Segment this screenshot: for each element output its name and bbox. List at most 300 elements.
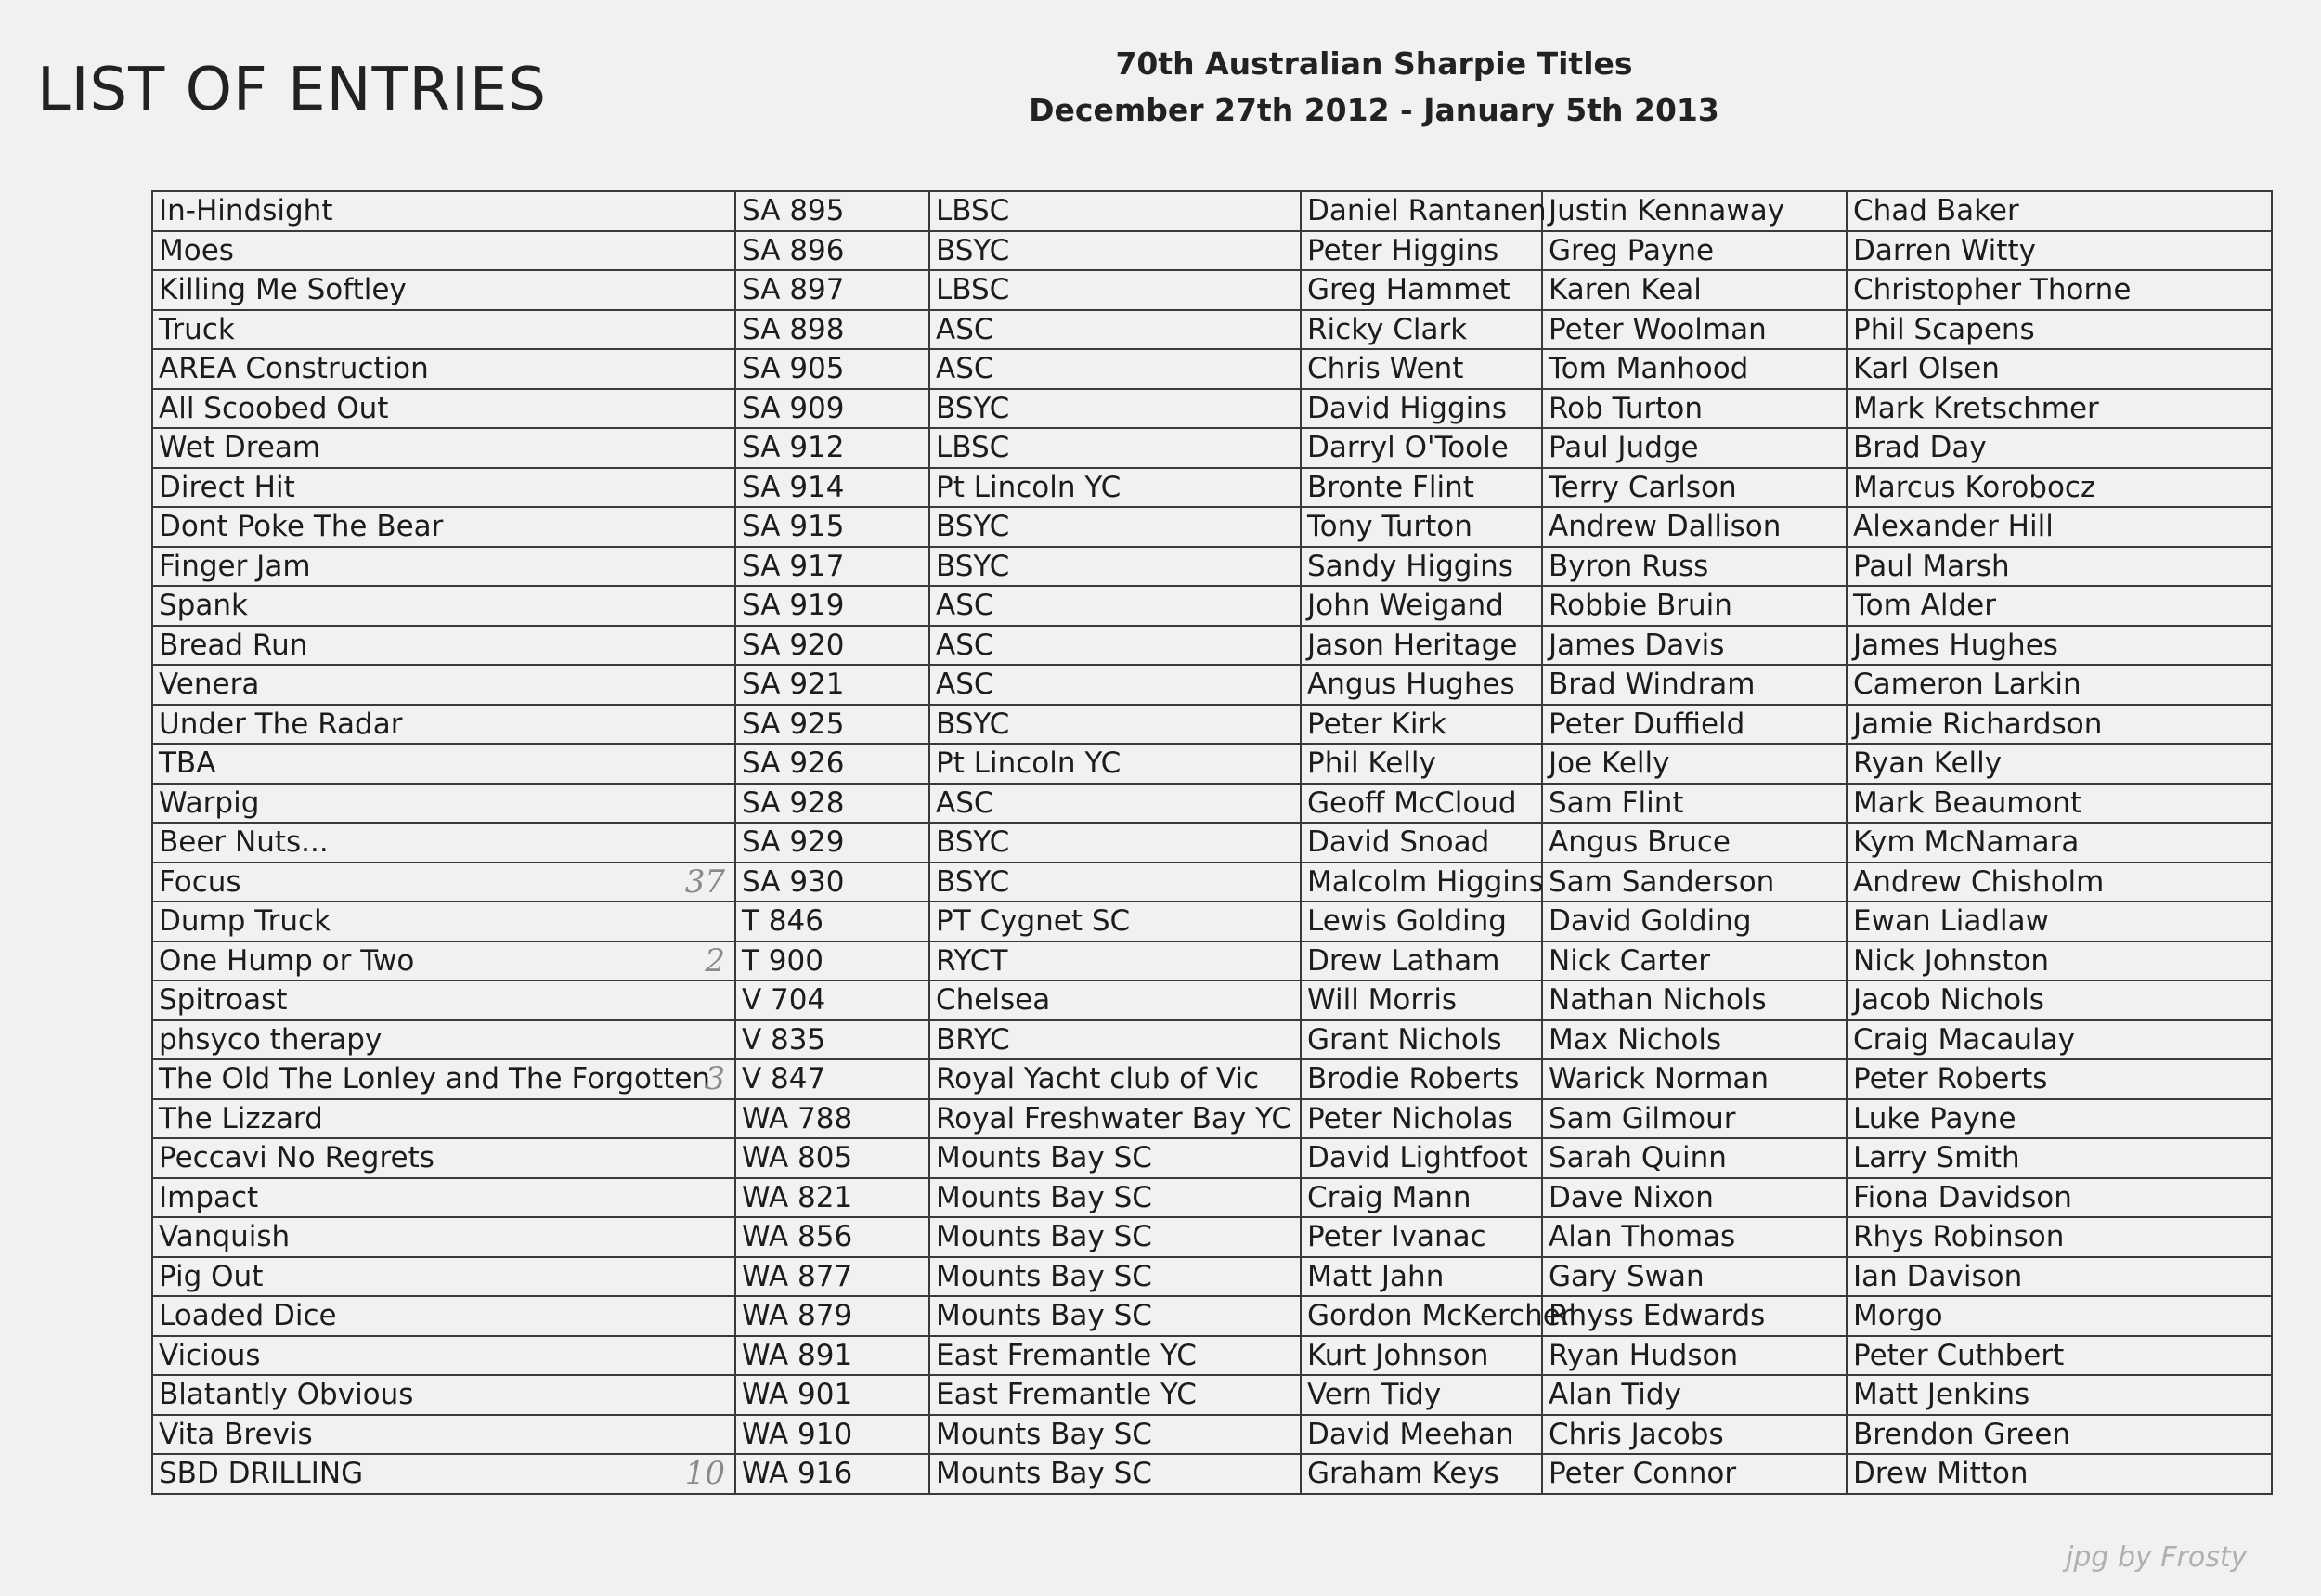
- club-cell: [929, 270, 1301, 310]
- club-cell: [929, 902, 1301, 941]
- sail-number-cell: [735, 665, 929, 705]
- sail-number-cell-text: SA 925: [742, 707, 845, 741]
- boat-name-cell-text: Blatantly Obvious: [159, 1378, 414, 1412]
- helm-cell-text: Geoff McCloud: [1307, 785, 1517, 820]
- sail-number-cell-text: WA 788: [742, 1101, 853, 1135]
- crew-2-cell: [1847, 1217, 2272, 1257]
- photo-credit-watermark: jpg by Frosty: [2066, 1541, 2248, 1574]
- boat-name-cell-text: Spitroast: [159, 983, 288, 1018]
- crew-1-cell-text: Peter Duffield: [1549, 707, 1745, 741]
- club-cell: [929, 665, 1301, 705]
- club-cell-text: ASC: [936, 312, 994, 346]
- club-cell-text: ASC: [936, 352, 994, 386]
- boat-name-cell-text: Bread Run: [159, 628, 308, 662]
- crew-2-cell-text: Mark Kretschmer: [1853, 391, 2099, 425]
- club-cell-text: BSYC: [936, 707, 1010, 741]
- table-row: [152, 586, 2272, 626]
- table-row: [152, 863, 2272, 902]
- crew-2-cell: [1847, 468, 2272, 508]
- handwritten-note: 10: [684, 1455, 725, 1492]
- club-cell: [929, 547, 1301, 587]
- sail-number-cell-text: WA 821: [742, 1180, 853, 1214]
- sail-number-cell: [735, 1336, 929, 1376]
- boat-name-cell: [152, 428, 735, 468]
- crew-2-cell: [1847, 665, 2272, 705]
- helm-cell-text: Phil Kelly: [1307, 746, 1436, 781]
- sail-number-cell: [735, 705, 929, 745]
- crew-1-cell-text: Alan Thomas: [1549, 1220, 1736, 1254]
- boat-name-cell-text: Vita Brevis: [159, 1417, 313, 1451]
- table-row: [152, 389, 2272, 429]
- boat-name-cell-text: phsyco therapy: [159, 1022, 383, 1057]
- boat-name-cell: [152, 705, 735, 745]
- boat-name-cell: [152, 191, 735, 231]
- table-row: [152, 349, 2272, 389]
- table-row: [152, 744, 2272, 784]
- boat-name-cell-text: Direct Hit: [159, 470, 295, 504]
- crew-2-cell-text: Luke Payne: [1853, 1101, 2016, 1135]
- entries-table: [151, 190, 2273, 1495]
- boat-name-cell: [152, 1454, 735, 1494]
- sail-number-cell-text: SA 919: [742, 589, 845, 623]
- sail-number-cell: [735, 349, 929, 389]
- crew-2-cell: [1847, 1415, 2272, 1455]
- boat-name-cell: [152, 863, 735, 902]
- helm-cell-text: Angus Hughes: [1307, 668, 1515, 702]
- helm-cell-text: Sandy Higgins: [1307, 549, 1513, 583]
- table-row: [152, 1336, 2272, 1376]
- helm-cell: [1301, 1178, 1542, 1218]
- event-title: 70th Australian Sharpie Titles: [1115, 45, 1633, 82]
- helm-cell-text: Graham Keys: [1307, 1457, 1499, 1491]
- club-cell-text: LBSC: [936, 194, 1010, 228]
- helm-cell: [1301, 349, 1542, 389]
- sail-number-cell-text: WA 891: [742, 1338, 853, 1372]
- crew-2-cell: [1847, 1059, 2272, 1099]
- sail-number-cell-text: SA 929: [742, 825, 845, 860]
- table-row: [152, 1375, 2272, 1415]
- crew-1-cell-text: Brad Windram: [1549, 668, 1756, 702]
- table-row: [152, 507, 2272, 547]
- crew-2-cell-text: Craig Macaulay: [1853, 1022, 2075, 1057]
- crew-1-cell: [1542, 270, 1847, 310]
- sail-number-cell: [735, 863, 929, 902]
- crew-2-cell-text: Larry Smith: [1853, 1141, 2020, 1175]
- boat-name-cell-text: Wet Dream: [159, 431, 321, 465]
- helm-cell-text: Chris Went: [1307, 352, 1464, 386]
- crew-1-cell-text: Greg Payne: [1549, 233, 1715, 267]
- crew-1-cell: [1542, 1336, 1847, 1376]
- sail-number-cell-text: SA 921: [742, 668, 845, 702]
- crew-2-cell-text: Brad Day: [1853, 431, 1987, 465]
- crew-2-cell: [1847, 428, 2272, 468]
- boat-name-cell: [152, 1138, 735, 1178]
- helm-cell: [1301, 389, 1542, 429]
- helm-cell: [1301, 784, 1542, 824]
- boat-name-cell-text: Impact: [159, 1180, 259, 1214]
- boat-name-cell-text: Dump Truck: [159, 904, 331, 939]
- club-cell: [929, 1178, 1301, 1218]
- table-row: [152, 665, 2272, 705]
- boat-name-cell: [152, 1375, 735, 1415]
- crew-1-cell-text: Alan Tidy: [1549, 1378, 1681, 1412]
- sail-number-cell-text: WA 856: [742, 1220, 853, 1254]
- crew-1-cell: [1542, 784, 1847, 824]
- helm-cell-text: Gordon McKercher: [1307, 1299, 1573, 1333]
- crew-1-cell: [1542, 389, 1847, 429]
- club-cell: [929, 1415, 1301, 1455]
- crew-1-cell: [1542, 1059, 1847, 1099]
- crew-1-cell: [1542, 428, 1847, 468]
- helm-cell-text: Jason Heritage: [1307, 628, 1518, 662]
- boat-name-cell: [152, 1296, 735, 1336]
- crew-2-cell-text: Cameron Larkin: [1853, 668, 2081, 702]
- helm-cell-text: Peter Ivanac: [1307, 1220, 1486, 1254]
- crew-1-cell: [1542, 1099, 1847, 1139]
- helm-cell: [1301, 744, 1542, 784]
- club-cell: [929, 1257, 1301, 1297]
- boat-name-cell-text: Peccavi No Regrets: [159, 1141, 434, 1175]
- helm-cell: [1301, 1217, 1542, 1257]
- club-cell: [929, 823, 1301, 863]
- boat-name-cell: [152, 1336, 735, 1376]
- boat-name-cell: [152, 902, 735, 941]
- crew-2-cell: [1847, 863, 2272, 902]
- boat-name-cell: [152, 980, 735, 1020]
- table-row: [152, 1059, 2272, 1099]
- club-cell: [929, 428, 1301, 468]
- boat-name-cell: [152, 310, 735, 350]
- helm-cell-text: Matt Jahn: [1307, 1259, 1445, 1293]
- helm-cell-text: Daniel Rantanen: [1307, 194, 1547, 228]
- boat-name-cell: [152, 1217, 735, 1257]
- helm-cell-text: Peter Kirk: [1307, 707, 1447, 741]
- event-dates: December 27th 2012 - January 5th 2013: [1029, 92, 1719, 128]
- sail-number-cell-text: WA 901: [742, 1378, 853, 1412]
- sail-number-cell-text: SA 909: [742, 391, 845, 425]
- boat-name-cell-text: SBD DRILLING: [159, 1457, 364, 1491]
- boat-name-cell-text: Pig Out: [159, 1259, 264, 1293]
- crew-2-cell-text: Peter Roberts: [1853, 1062, 2048, 1096]
- club-cell: [929, 980, 1301, 1020]
- crew-2-cell: [1847, 547, 2272, 587]
- crew-1-cell-text: Tom Manhood: [1549, 352, 1749, 386]
- sail-number-cell: [735, 1178, 929, 1218]
- crew-1-cell-text: Gary Swan: [1549, 1259, 1705, 1293]
- sail-number-cell: [735, 941, 929, 981]
- boat-name-cell: [152, 1257, 735, 1297]
- helm-cell-text: Grant Nichols: [1307, 1022, 1502, 1057]
- sail-number-cell-text: SA 930: [742, 864, 845, 899]
- crew-1-cell: [1542, 980, 1847, 1020]
- table-row: [152, 1257, 2272, 1297]
- club-cell: [929, 941, 1301, 981]
- sail-number-cell: [735, 270, 929, 310]
- sail-number-cell: [735, 626, 929, 666]
- club-cell: [929, 1217, 1301, 1257]
- crew-2-cell: [1847, 1099, 2272, 1139]
- boat-name-cell: [152, 270, 735, 310]
- crew-2-cell-text: Andrew Chisholm: [1853, 864, 2105, 899]
- helm-cell: [1301, 1454, 1542, 1494]
- crew-1-cell-text: Rhyss Edwards: [1549, 1299, 1766, 1333]
- sail-number-cell: [735, 1138, 929, 1178]
- club-cell: [929, 1059, 1301, 1099]
- club-cell-text: Mounts Bay SC: [936, 1299, 1152, 1333]
- helm-cell: [1301, 1099, 1542, 1139]
- crew-1-cell: [1542, 586, 1847, 626]
- club-cell-text: Mounts Bay SC: [936, 1457, 1152, 1491]
- crew-1-cell-text: Sam Sanderson: [1549, 864, 1775, 899]
- crew-2-cell: [1847, 1454, 2272, 1494]
- handwritten-note: 37: [684, 863, 725, 901]
- crew-1-cell-text: Nathan Nichols: [1549, 983, 1767, 1018]
- club-cell: [929, 1296, 1301, 1336]
- boat-name-cell-text: All Scoobed Out: [159, 391, 389, 425]
- table-row: [152, 1217, 2272, 1257]
- boat-name-cell-text: Focus: [159, 864, 241, 899]
- club-cell-text: Chelsea: [936, 983, 1051, 1018]
- table-row: [152, 626, 2272, 666]
- sail-number-cell-text: T 900: [742, 943, 823, 978]
- table-row: [152, 1296, 2272, 1336]
- boat-name-cell-text: Killing Me Softley: [159, 273, 407, 307]
- club-cell-text: Pt Lincoln YC: [936, 746, 1122, 781]
- boat-name-cell-text: Warpig: [159, 785, 260, 820]
- sail-number-cell-text: SA 898: [742, 312, 845, 346]
- table-row: [152, 547, 2272, 587]
- sail-number-cell-text: SA 920: [742, 628, 845, 662]
- helm-cell-text: Craig Mann: [1307, 1180, 1472, 1214]
- crew-1-cell: [1542, 1217, 1847, 1257]
- helm-cell-text: Darryl O'Toole: [1307, 431, 1509, 465]
- boat-name-cell: [152, 231, 735, 271]
- helm-cell: [1301, 310, 1542, 350]
- crew-2-cell: [1847, 1178, 2272, 1218]
- helm-cell: [1301, 507, 1542, 547]
- sail-number-cell-text: WA 877: [742, 1259, 853, 1293]
- crew-1-cell: [1542, 507, 1847, 547]
- sail-number-cell: [735, 744, 929, 784]
- crew-1-cell-text: Max Nichols: [1549, 1022, 1722, 1057]
- crew-2-cell: [1847, 941, 2272, 981]
- crew-2-cell-text: Rhys Robinson: [1853, 1220, 2065, 1254]
- crew-1-cell-text: David Golding: [1549, 904, 1752, 939]
- club-cell-text: ASC: [936, 785, 994, 820]
- crew-1-cell-text: Peter Woolman: [1549, 312, 1767, 346]
- crew-1-cell-text: Byron Russ: [1549, 549, 1709, 583]
- helm-cell: [1301, 191, 1547, 231]
- club-cell-text: Royal Freshwater Bay YC: [936, 1101, 1291, 1135]
- crew-1-cell-text: Nick Carter: [1549, 943, 1711, 978]
- helm-cell: [1301, 1059, 1542, 1099]
- boat-name-cell-text: Dont Poke The Bear: [159, 510, 444, 544]
- table-row: [152, 1178, 2272, 1218]
- crew-1-cell-text: Rob Turton: [1549, 391, 1704, 425]
- helm-cell: [1301, 1296, 1573, 1336]
- crew-1-cell-text: Paul Judge: [1549, 431, 1699, 465]
- table-row: [152, 270, 2272, 310]
- sail-number-cell-text: V 847: [742, 1062, 826, 1096]
- helm-cell: [1301, 270, 1542, 310]
- club-cell-text: BSYC: [936, 391, 1010, 425]
- helm-cell-text: Greg Hammet: [1307, 273, 1511, 307]
- crew-1-cell-text: Terry Carlson: [1549, 470, 1737, 504]
- crew-2-cell: [1847, 586, 2272, 626]
- sail-number-cell: [735, 468, 929, 508]
- boat-name-cell-text: Finger Jam: [159, 549, 311, 583]
- crew-1-cell-text: Ryan Hudson: [1549, 1338, 1739, 1372]
- boat-name-cell-text: One Hump or Two: [159, 943, 415, 978]
- club-cell-text: Mounts Bay SC: [936, 1141, 1152, 1175]
- crew-1-cell-text: Angus Bruce: [1549, 825, 1731, 860]
- entries-body: [152, 191, 2272, 1494]
- sail-number-cell: [735, 231, 929, 271]
- boat-name-cell: [152, 507, 735, 547]
- crew-2-cell-text: Fiona Davidson: [1853, 1180, 2072, 1214]
- helm-cell: [1301, 941, 1542, 981]
- sail-number-cell: [735, 1059, 929, 1099]
- club-cell: [929, 1020, 1301, 1060]
- boat-name-cell: [152, 626, 735, 666]
- crew-1-cell-text: Robbie Bruin: [1549, 589, 1732, 623]
- crew-2-cell: [1847, 507, 2272, 547]
- boat-name-cell-text: Loaded Dice: [159, 1299, 337, 1333]
- club-cell-text: East Fremantle YC: [936, 1338, 1197, 1372]
- club-cell: [929, 468, 1301, 508]
- sail-number-cell-text: WA 910: [742, 1417, 853, 1451]
- sail-number-cell-text: WA 916: [742, 1457, 853, 1491]
- crew-2-cell: [1847, 784, 2272, 824]
- sail-number-cell-text: V 835: [742, 1022, 826, 1057]
- boat-name-cell: [152, 1059, 735, 1099]
- crew-2-cell-text: Darren Witty: [1853, 233, 2036, 267]
- crew-2-cell-text: Ian Davison: [1853, 1259, 2023, 1293]
- table-row: [152, 784, 2272, 824]
- boat-name-cell: [152, 1099, 735, 1139]
- helm-cell: [1301, 823, 1542, 863]
- club-cell-text: BSYC: [936, 825, 1010, 860]
- helm-cell: [1301, 1336, 1542, 1376]
- helm-cell-text: Ricky Clark: [1307, 312, 1468, 346]
- crew-1-cell: [1542, 744, 1847, 784]
- crew-2-cell: [1847, 1336, 2272, 1376]
- boat-name-cell-text: Moes: [159, 233, 234, 267]
- crew-2-cell-text: Christopher Thorne: [1853, 273, 2132, 307]
- club-cell-text: ASC: [936, 628, 994, 662]
- crew-2-cell: [1847, 980, 2272, 1020]
- sail-number-cell-text: SA 896: [742, 233, 845, 267]
- helm-cell-text: Malcolm Higgins: [1307, 864, 1544, 899]
- sail-number-cell: [735, 1217, 929, 1257]
- boat-name-cell-text: AREA Construction: [159, 352, 429, 386]
- sail-number-cell-text: WA 805: [742, 1141, 853, 1175]
- helm-cell: [1301, 1257, 1542, 1297]
- crew-1-cell-text: Joe Kelly: [1549, 746, 1670, 781]
- event-header: [817, 41, 1931, 134]
- sail-number-cell: [735, 1415, 929, 1455]
- boat-name-cell-text: Vanquish: [159, 1220, 291, 1254]
- sail-number-cell: [735, 428, 929, 468]
- helm-cell: [1301, 626, 1542, 666]
- boat-name-cell: [152, 1020, 735, 1060]
- crew-2-cell-text: Mark Beaumont: [1853, 785, 2082, 820]
- crew-2-cell: [1847, 705, 2272, 745]
- helm-cell-text: Brodie Roberts: [1307, 1062, 1520, 1096]
- crew-1-cell: [1542, 231, 1847, 271]
- club-cell: [929, 705, 1301, 745]
- crew-1-cell-text: Chris Jacobs: [1549, 1417, 1724, 1451]
- crew-2-cell: [1847, 1020, 2272, 1060]
- table-row: [152, 902, 2272, 941]
- page-title: LIST OF ENTRIES: [37, 56, 547, 124]
- crew-1-cell: [1542, 665, 1847, 705]
- sail-number-cell: [735, 1296, 929, 1336]
- sail-number-cell-text: WA 879: [742, 1299, 853, 1333]
- helm-cell: [1301, 231, 1542, 271]
- table-row: [152, 1099, 2272, 1139]
- club-cell: [929, 784, 1301, 824]
- club-cell: [929, 349, 1301, 389]
- crew-2-cell-text: Karl Olsen: [1853, 352, 2000, 386]
- club-cell: [929, 744, 1301, 784]
- sail-number-cell: [735, 1375, 929, 1415]
- crew-1-cell: [1542, 863, 1847, 902]
- boat-name-cell-text: The Lizzard: [159, 1101, 323, 1135]
- sail-number-cell-text: SA 912: [742, 431, 845, 465]
- club-cell: [929, 1138, 1301, 1178]
- helm-cell-text: Peter Higgins: [1307, 233, 1499, 267]
- crew-1-cell-text: Andrew Dallison: [1549, 510, 1782, 544]
- club-cell: [929, 1375, 1301, 1415]
- crew-1-cell-text: Sam Gilmour: [1549, 1101, 1736, 1135]
- boat-name-cell-text: Under The Radar: [159, 707, 403, 741]
- club-cell-text: BSYC: [936, 510, 1010, 544]
- boat-name-cell-text: Venera: [159, 668, 260, 702]
- handwritten-note: 3: [705, 1060, 725, 1097]
- crew-2-cell-text: Tom Alder: [1853, 589, 1997, 623]
- sail-number-cell-text: SA 915: [742, 510, 845, 544]
- table-row: [152, 1020, 2272, 1060]
- sail-number-cell: [735, 784, 929, 824]
- helm-cell: [1301, 468, 1542, 508]
- crew-2-cell: [1847, 349, 2272, 389]
- crew-2-cell-text: Marcus Korobocz: [1853, 470, 2096, 504]
- club-cell: [929, 191, 1301, 231]
- crew-1-cell: [1542, 941, 1847, 981]
- boat-name-cell-text: Truck: [159, 312, 235, 346]
- crew-2-cell-text: Brendon Green: [1853, 1417, 2071, 1451]
- sail-number-cell: [735, 1257, 929, 1297]
- crew-1-cell-text: James Davis: [1549, 628, 1725, 662]
- club-cell-text: Mounts Bay SC: [936, 1220, 1152, 1254]
- table-row: [152, 1138, 2272, 1178]
- table-row: [152, 980, 2272, 1020]
- crew-1-cell: [1542, 547, 1847, 587]
- sail-number-cell: [735, 586, 929, 626]
- sail-number-cell-text: SA 917: [742, 549, 845, 583]
- crew-2-cell-text: Ryan Kelly: [1853, 746, 2003, 781]
- crew-1-cell: [1542, 1454, 1847, 1494]
- boat-name-cell-text: Vicious: [159, 1338, 261, 1372]
- sail-number-cell: [735, 980, 929, 1020]
- helm-cell: [1301, 863, 1542, 902]
- boat-name-cell: [152, 468, 735, 508]
- table-row: [152, 1415, 2272, 1455]
- club-cell: [929, 1336, 1301, 1376]
- boat-name-cell: [152, 941, 735, 981]
- sail-number-cell: [735, 1454, 929, 1494]
